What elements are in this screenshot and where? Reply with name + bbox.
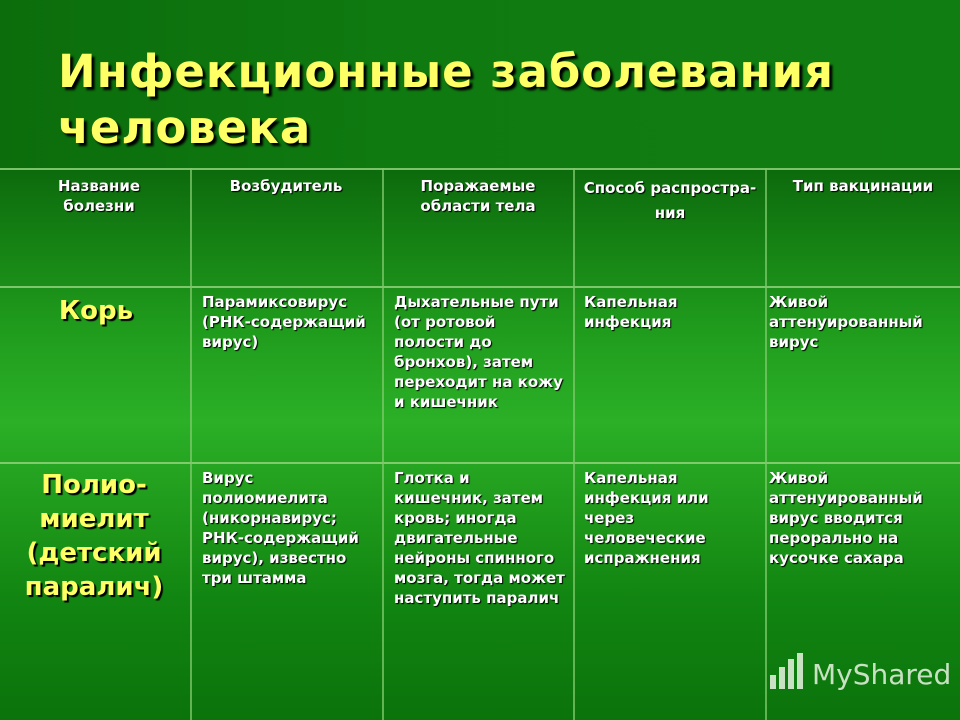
header-row-divider bbox=[0, 286, 960, 288]
disease-name: Полио-миелит (детский паралич) bbox=[24, 470, 164, 602]
pathogen-cell: Вирус полиомиелита (никорнавирус; РНК-содержащий вирус), известно три штамма bbox=[202, 469, 359, 587]
body-areas-cell: Глотка и кишечник, затем кровь; иногда двигательные нейроны спинного мозга, тогда может наступить паралич bbox=[394, 469, 565, 607]
slide-title: Инфекционные заболевания человека bbox=[58, 45, 835, 154]
slide-header bbox=[0, 0, 960, 168]
header-body-areas: Поражаемые области тела bbox=[420, 177, 536, 215]
table-top-border bbox=[0, 168, 960, 170]
chart-icon bbox=[768, 651, 806, 698]
spread-cell: Капельная инфекция или через человеческие испражнения bbox=[584, 469, 709, 567]
body-areas-cell: Дыхательные пути (от ротовой полости до бронхов), затем переходит на кожу и кишечник bbox=[394, 293, 563, 411]
disease-name: Корь bbox=[58, 296, 134, 326]
row-divider bbox=[0, 462, 960, 464]
disease-table bbox=[0, 168, 960, 720]
column-divider bbox=[573, 168, 575, 720]
spread-cell: Капельная инфекция bbox=[584, 293, 678, 331]
header-disease-name: Название болезни bbox=[57, 177, 141, 215]
column-divider bbox=[382, 168, 384, 720]
pathogen-cell: Парамиксовирус (РНК-содержащий вирус) bbox=[202, 293, 366, 351]
header-vaccination-type: Тип вакцинации bbox=[792, 177, 934, 195]
column-divider bbox=[765, 168, 767, 720]
vaccine-cell: Живой аттенуированный вирус bbox=[769, 293, 923, 351]
column-divider bbox=[190, 168, 192, 720]
header-pathogen: Возбудитель bbox=[229, 177, 343, 195]
vaccine-cell: Живой аттенуированный вирус вводится перорально на кусочке сахара bbox=[769, 469, 923, 567]
header-spread-method: Способ распростра-ния bbox=[583, 179, 757, 222]
watermark-text: MyShared bbox=[812, 657, 952, 691]
watermark bbox=[768, 652, 952, 696]
